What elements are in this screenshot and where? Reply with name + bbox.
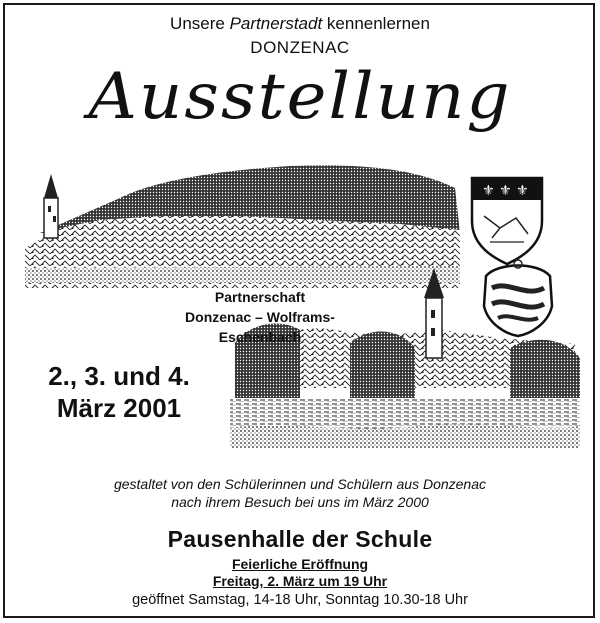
opening-label: Feierliche Eröffnung [231,556,369,572]
dates-days: 2., 3. und 4. [48,361,190,391]
description-line-2: nach ihrem Besuch bei uns im März 2000 [171,494,429,510]
svg-text:⚜: ⚜ [482,183,495,199]
svg-text:⚜: ⚜ [499,183,512,199]
opening-time: Freitag, 2. März um 19 Uhr [212,573,388,589]
partnership-label: Partnerschaft [214,289,306,305]
exhibition-dates [24,360,214,424]
intro-line [0,14,600,34]
partnership-block [150,287,370,347]
svg-text:⚜: ⚜ [516,183,529,199]
dates-month-year: März 2001 [56,393,182,423]
partnership-towns: Donzenac – Wolframs-Eschenbach [185,309,335,345]
description-line-1: gestaltet von den Schülerinnen und Schülern aus Donzenac [113,476,487,492]
donzenac-townscape [25,165,460,288]
city-name: DONZENAC [250,38,350,57]
poster-title: Ausstellung [88,60,512,134]
striped-coat-of-arms-icon [484,260,552,336]
fleur-de-lis-coat-of-arms-icon [472,178,542,264]
intro-text-before: Unsere [170,14,230,33]
opening-hours: geöffnet Samstag, 14-18 Uhr, Sonntag 10.30-18 Uhr [132,592,468,608]
intro-text-after: kennenlernen [322,14,430,33]
intro-emphasis: Partnerstadt [229,14,323,33]
venue-name: Pausenhalle der Schule [167,526,433,552]
description [0,475,600,511]
